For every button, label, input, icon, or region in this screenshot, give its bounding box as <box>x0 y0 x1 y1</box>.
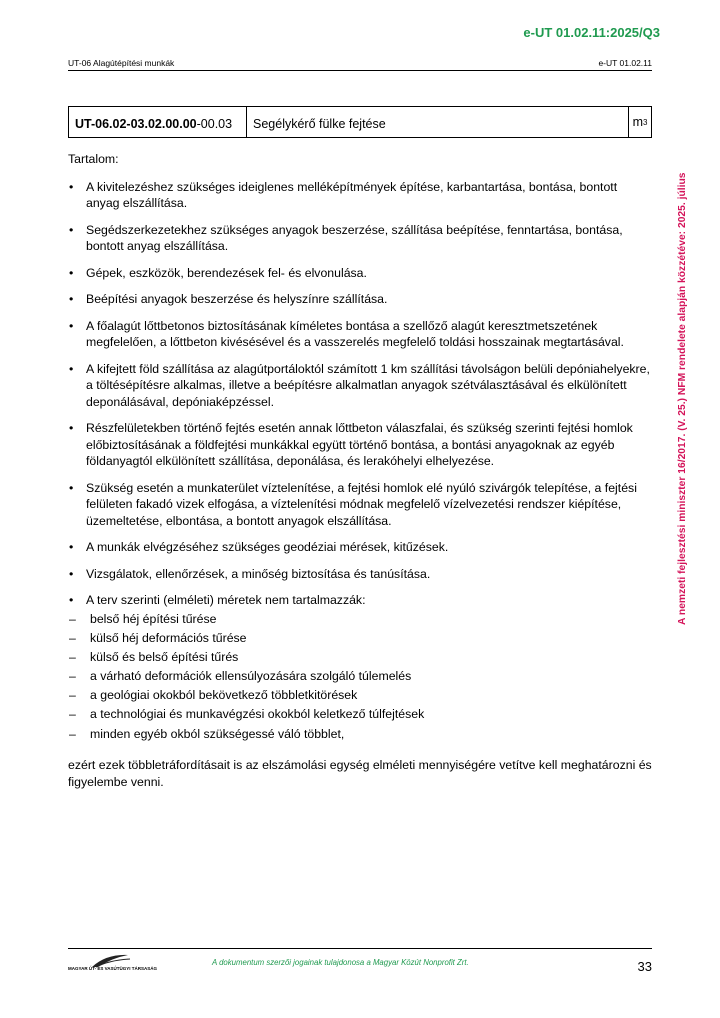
bullet-item: • A munkák elvégzéséhez szükséges geodéziai mérések, kitűzések. <box>68 539 652 556</box>
item-code <box>69 107 247 137</box>
footer-divider <box>68 948 652 949</box>
dash-item: – a várható deformációk ellensúlyozására szolgáló túlemelés <box>68 668 652 685</box>
copyright-notice: A dokumentum szerzői jogainak tulajdonosa a Magyar Közút Nonprofit Zrt. <box>212 958 469 967</box>
content-dash-list <box>68 611 652 743</box>
item-unit-exponent: 3 <box>642 117 648 127</box>
item-header-table <box>68 106 652 138</box>
header-divider <box>68 70 652 71</box>
bullet-item: • Gépek, eszközök, berendezések fel- és elvonulása. <box>68 265 652 282</box>
bullet-item: • A kivitelezéshez szükséges ideiglenes melléképítmények építése, karbantartása, bontása, bontott anyag elszállítása. <box>68 179 652 212</box>
dash-item: – külső héj deformációs tűrése <box>68 630 652 647</box>
bullet-item: • Beépítési anyagok beszerzése és helyszínre szállítása. <box>68 291 652 308</box>
bullet-item: • A kifejtett föld szállítása az alagútportáloktól számított 1 km szállítási távolságon belüli depóniahelyekre, a töltésépítésre alkalmas, illetve a beépítésre alkalmatlan anyagok szétválasztásával és elkülönített deponálásával, depóniaképzéssel. <box>68 361 652 411</box>
item-unit <box>628 107 651 137</box>
content-closing: ezért ezek többletráfordításait is az elszámolási egység elméleti mennyiségére vetítve kell meghatározni és figyelembe venni. <box>68 758 652 789</box>
item-title: Segélykérő fülke fejtése <box>253 117 386 131</box>
bullet-item: • Részfelületekben történő fejtés esetén annak lőttbeton válaszfalai, és szükség szerinti fejtési homlok előbiztosításának a földfejtési munkákkal együtt történő bontása, a bontási anyagoknak az egyéb földanyagtól elkülönített szállítása, deponálása, és lerakóhelyi elhelyezése. <box>68 420 652 470</box>
bullet-item: • A főalagút lőttbetonos biztosításának kíméletes bontása a szellőző alagút keresztmetszetének megfelelően, a lőttbeton kivésésével és a vasszerelés megfelelő toldási hosszainak megtartásával. <box>68 318 652 351</box>
bullet-item: • A terv szerinti (elméleti) méretek nem tartalmazzák: <box>68 592 652 609</box>
section-code: e-UT 01.02.11 <box>598 58 652 68</box>
running-header <box>68 58 652 68</box>
society-logo-text: MAGYAR ÚT- ÉS VASÚTÜGYI TÁRSASÁG <box>68 966 158 971</box>
item-unit-base: m <box>632 115 643 129</box>
page-number: 33 <box>637 959 652 974</box>
content-intro: Tartalom: <box>68 152 119 166</box>
content-bullet-list <box>68 179 652 609</box>
bullet-item: • Segédszerkezetekhez szükséges anyagok beszerzése, szállítása beépítése, fenntartása, bontása, bontott anyag elszállítása. <box>68 222 652 255</box>
bullet-item: • Szükség esetén a munkaterület víztelenítése, a fejtési homlok elé nyúló szivárgók telepítése, a fejtési felületen fakadó vizek elfogása, a víztelenítési módnak megfelelő vízelvezetési rendszer kiépítése, üzemeltetése, elbontása, a bontott anyagok elszállítása. <box>68 480 652 530</box>
dash-item: – belső héj építési tűrése <box>68 611 652 628</box>
section-title: UT-06 Alagútépítési munkák <box>68 58 175 68</box>
publication-note: A nemzeti fejlesztési miniszter 16/2017. (V. 25.) NFM rendelete alapján közzétéve: 2025. július <box>677 172 688 625</box>
content-body <box>68 151 652 790</box>
dash-item: – minden egyéb okból szükségessé váló többlet, <box>68 726 652 743</box>
document-code: e-UT 01.02.11:2025/Q3 <box>523 25 660 40</box>
dash-item: – a technológiai és munkavégzési okokból keletkező túlfejtések <box>68 706 652 723</box>
item-code-main: UT-06.02-03.02.00.00 <box>75 117 197 131</box>
dash-item: – külső és belső építési tűrés <box>68 649 652 666</box>
bullet-item: • Vizsgálatok, ellenőrzések, a minőség biztosítása és tanúsítása. <box>68 566 652 583</box>
item-code-suffix: -00.03 <box>196 117 233 131</box>
dash-item: – a geológiai okokból bekövetkező többletkitörések <box>68 687 652 704</box>
